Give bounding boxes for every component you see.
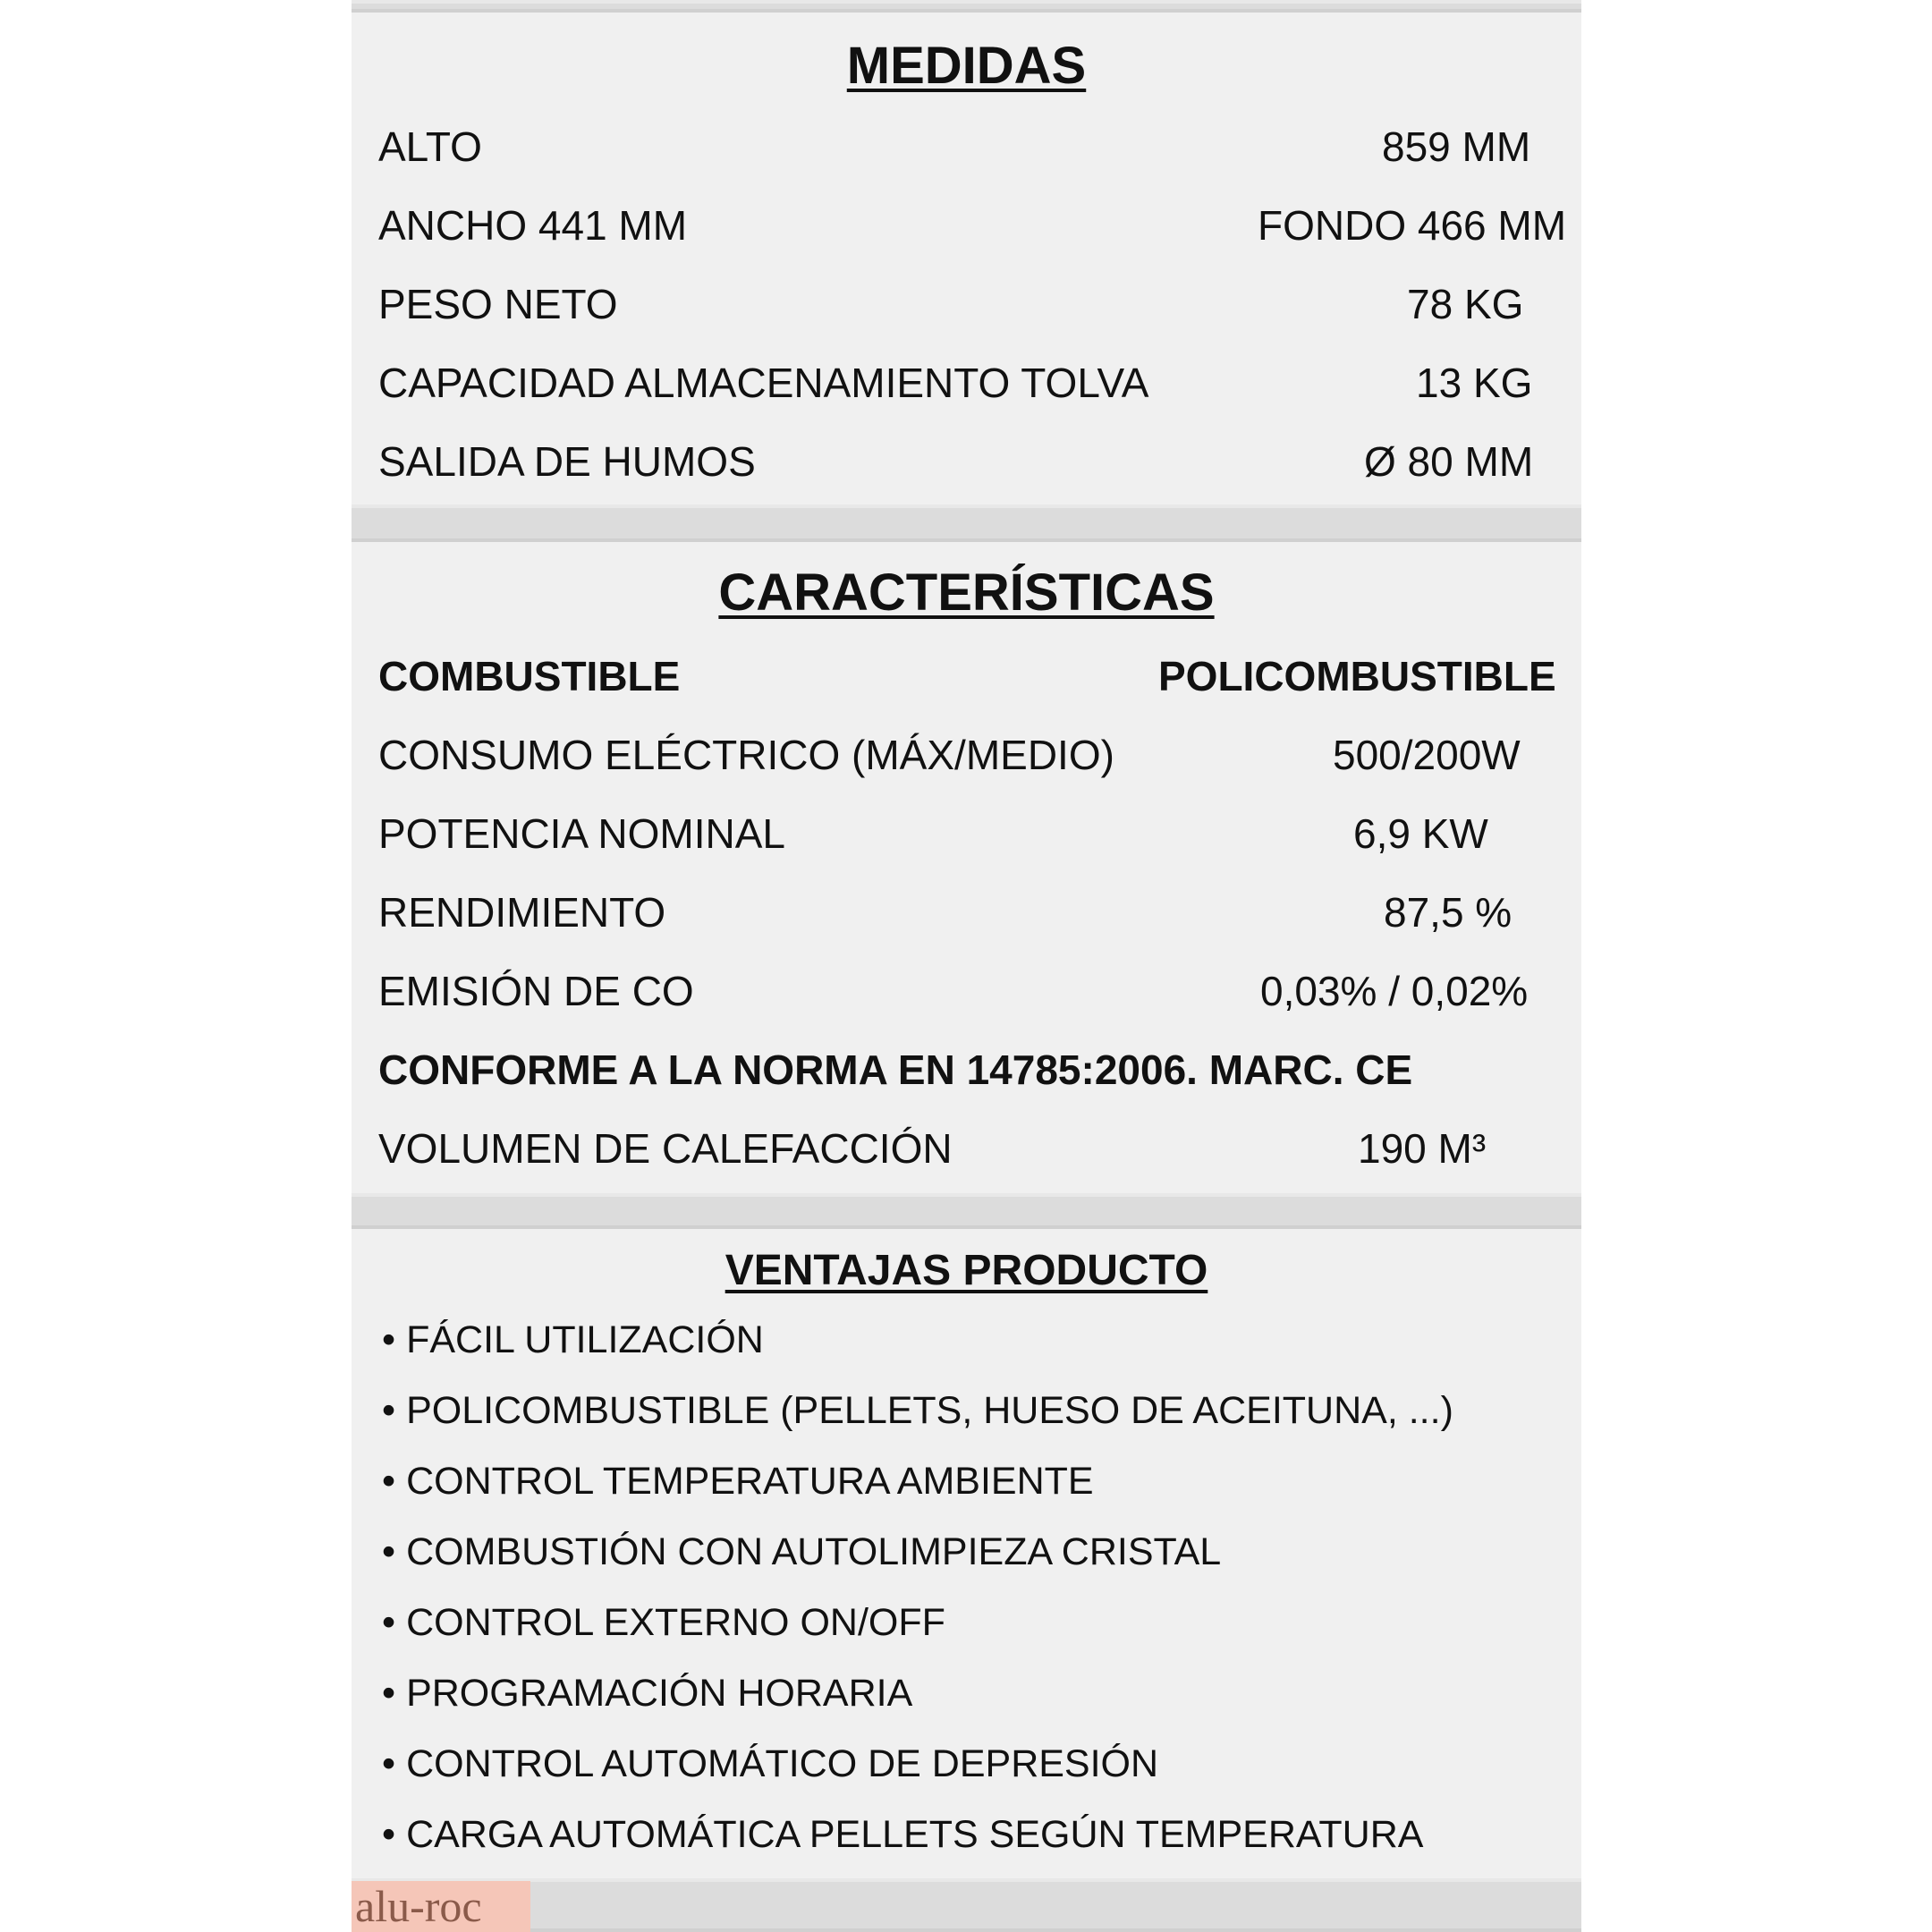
list-item [382, 1525, 1221, 1579]
caract-row-consumo [378, 724, 1555, 786]
medidas-row-alto [378, 115, 1555, 178]
list-item-text: CONTROL TEMPERATURA AMBIENTE [406, 1460, 1094, 1503]
row-value: POLICOMBUSTIBLE [1158, 653, 1556, 699]
row-value: 190 M³ [1358, 1125, 1487, 1172]
row-label: CONFORME A LA NORMA EN 14785:2006. MARC. CE [378, 1046, 1413, 1093]
caract-row-emision [378, 960, 1555, 1022]
row-value: 13 KG [1416, 360, 1533, 406]
medidas-row-peso [378, 273, 1555, 335]
list-item-text: COMBUSTIÓN CON AUTOLIMPIEZA CRISTAL [406, 1530, 1222, 1573]
caract-row-norma [378, 1038, 1555, 1101]
row-label: ANCHO 441 MM [378, 202, 688, 249]
list-item-text: FÁCIL UTILIZACIÓN [406, 1318, 764, 1361]
bullet-icon: • [382, 1389, 396, 1432]
row-label: SALIDA DE HUMOS [378, 438, 756, 485]
row-label: COMBUSTIBLE [378, 653, 681, 699]
list-item [382, 1454, 1094, 1508]
bullet-icon: • [382, 1813, 396, 1856]
list-item-text: CARGA AUTOMÁTICA PELLETS SEGÚN TEMPERATURA [406, 1813, 1424, 1856]
section-divider [352, 504, 1581, 542]
row-label: VOLUMEN DE CALEFACCIÓN [378, 1125, 953, 1172]
row-value: 6,9 KW [1353, 810, 1488, 857]
row-label: CONSUMO ELÉCTRICO (MÁX/MEDIO) [378, 732, 1114, 778]
ventajas-panel [352, 1229, 1581, 1878]
caract-row-volumen [378, 1117, 1555, 1180]
row-value: Ø 80 MM [1364, 438, 1534, 485]
bullet-icon: • [382, 1460, 396, 1503]
list-item-text: CONTROL EXTERNO ON/OFF [406, 1601, 945, 1644]
row-label: CAPACIDAD ALMACENAMIENTO TOLVA [378, 360, 1149, 406]
row-label: ALTO [378, 123, 482, 170]
row-value: FONDO 466 MM [1258, 202, 1567, 249]
ventajas-title: VENTAJAS PRODUCTO [724, 1247, 1208, 1294]
medidas-panel [352, 13, 1581, 504]
row-value: 87,5 % [1384, 889, 1513, 936]
row-value: 78 KG [1407, 281, 1524, 327]
row-label: PESO NETO [378, 281, 618, 327]
medidas-row-salida [378, 430, 1555, 493]
list-item-text: POLICOMBUSTIBLE (PELLETS, HUESO DE ACEITUNA, ...) [406, 1389, 1453, 1432]
row-label: POTENCIA NOMINAL [378, 810, 785, 857]
row-value: 859 MM [1382, 123, 1531, 170]
list-item [382, 1737, 1158, 1791]
list-item [382, 1808, 1423, 1861]
bullet-icon: • [382, 1672, 396, 1715]
row-value: 0,03% / 0,02% [1260, 968, 1529, 1014]
caract-row-rendimiento [378, 881, 1555, 944]
caracteristicas-title: CARACTERÍSTICAS [718, 564, 1215, 622]
medidas-row-ancho-fondo [378, 194, 1567, 257]
list-item [382, 1596, 945, 1649]
list-item [382, 1666, 912, 1720]
caract-row-potencia [378, 802, 1555, 865]
watermark: alu-roc [352, 1881, 530, 1932]
row-label: EMISIÓN DE CO [378, 968, 694, 1014]
section-divider [352, 1193, 1581, 1229]
list-item [382, 1384, 1453, 1437]
bullet-icon: • [382, 1530, 396, 1573]
caract-row-combustible [378, 645, 1555, 708]
list-item-text: CONTROL AUTOMÁTICO DE DEPRESIÓN [406, 1742, 1159, 1785]
caracteristicas-panel [352, 542, 1581, 1193]
medidas-row-capacidad [378, 352, 1555, 414]
bullet-icon: • [382, 1742, 396, 1785]
row-label: RENDIMIENTO [378, 889, 666, 936]
top-divider [352, 0, 1581, 13]
bullet-icon: • [382, 1601, 396, 1644]
row-value: 500/200W [1333, 732, 1521, 778]
medidas-title: MEDIDAS [846, 37, 1087, 95]
bullet-icon: • [382, 1318, 396, 1361]
list-item [382, 1313, 764, 1367]
bottom-divider [352, 1878, 1581, 1932]
list-item-text: PROGRAMACIÓN HORARIA [406, 1672, 913, 1715]
